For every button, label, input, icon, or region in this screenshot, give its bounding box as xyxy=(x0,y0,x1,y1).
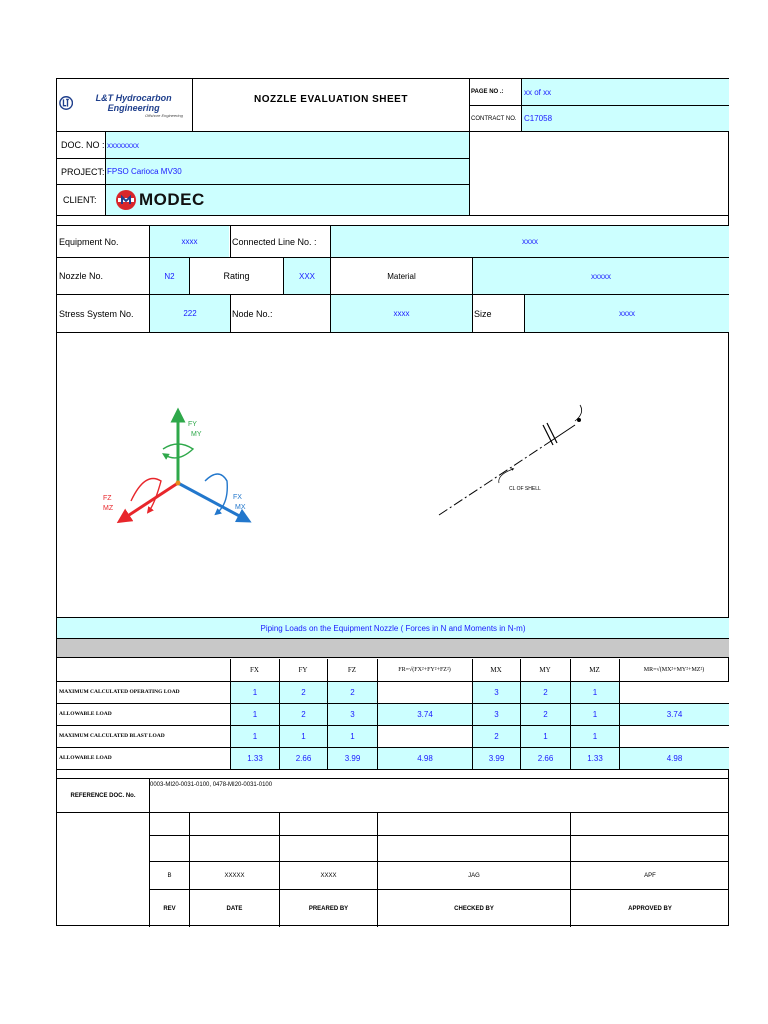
x-axis-arrow xyxy=(178,483,245,519)
loads-column-header: MR=√(MX²+MY²+MZ²) xyxy=(643,667,705,673)
contract-no-value: C17058 xyxy=(521,106,729,131)
loads-cell: 3 xyxy=(473,704,520,725)
loads-cell: 3.74 xyxy=(620,704,729,725)
page-no-value: xx of xx xyxy=(521,79,729,105)
loads-row-label: MAXIMUM CALCULATED BLAST LOAD xyxy=(59,733,165,739)
sheet-title: NOZZLE EVALUATION SHEET xyxy=(254,93,408,105)
loads-row-label: MAXIMUM CALCULATED OPERATING LOAD xyxy=(59,689,180,695)
connected-line-value: xxxx xyxy=(330,226,729,257)
loads-cell: 2 xyxy=(521,704,570,725)
loads-cell: 1.33 xyxy=(231,748,279,769)
loads-title: Piping Loads on the Equipment Nozzle ( Forces in N and Moments in N-m) xyxy=(57,618,729,638)
company-logo xyxy=(59,81,192,129)
prepared-label: PREARED BY xyxy=(308,905,349,912)
nozzle-flange-a xyxy=(543,425,553,445)
loads-cell: 1 xyxy=(328,726,377,747)
loads-table xyxy=(57,659,729,769)
loads-cell: 2 xyxy=(280,704,327,725)
loads-column-header: FY xyxy=(298,666,308,674)
loads-cell: 2 xyxy=(521,682,570,703)
lt-logo-icon xyxy=(59,95,73,111)
equipment-no-label: Equipment No. xyxy=(59,236,119,247)
rating-label: Rating xyxy=(189,258,283,294)
loads-cell: 3 xyxy=(328,704,377,725)
doc-no-label: DOC. NO : xyxy=(61,140,105,150)
shell-centerline xyxy=(439,445,545,515)
loads-cell xyxy=(378,682,472,703)
contract-no-label: CONTRACT NO. xyxy=(471,115,517,122)
reference-value: 0003-MI20-0031-0100, 0478-MI20-0031-0100 xyxy=(150,782,273,788)
shell-label: CL OF SHELL xyxy=(509,486,541,492)
stress-system-value: 222 xyxy=(149,295,230,332)
stress-system-label: Stress System No. xyxy=(59,308,134,319)
doc-no-value: xxxxxxxx xyxy=(105,132,469,158)
nozzle-evaluation-sheet xyxy=(56,78,729,926)
loads-cell: 2 xyxy=(328,682,377,703)
loads-cell xyxy=(378,726,472,747)
project-value: FPSO Carioca MV30 xyxy=(105,159,469,184)
client-label: CLIENT: xyxy=(63,195,97,205)
logo-subtext: Offshore Engineering xyxy=(145,112,183,118)
loads-cell: 1 xyxy=(521,726,570,747)
rating-value: XXX xyxy=(283,258,330,294)
loads-cell: 1 xyxy=(280,726,327,747)
loads-row-label: ALLOWABLE LOAD xyxy=(59,711,112,717)
loads-cell: 4.98 xyxy=(620,748,729,769)
loads-column-header: FX xyxy=(250,666,259,674)
loads-cell: 1 xyxy=(571,682,619,703)
loads-column-header: MY xyxy=(539,666,551,674)
loads-cell: 1 xyxy=(231,682,279,703)
loads-row-label: ALLOWABLE LOAD xyxy=(59,755,112,761)
loads-cell: 1.33 xyxy=(571,748,619,769)
loads-column-header: MZ xyxy=(589,666,600,674)
loads-cell: 3.99 xyxy=(328,748,377,769)
project-label: PROJECT: xyxy=(61,166,105,177)
date-value: XXXXX xyxy=(224,872,245,879)
my-label: MY xyxy=(191,431,202,438)
loads-cell xyxy=(620,682,729,703)
loads-cell: 2.66 xyxy=(280,748,327,769)
rev-label: REV xyxy=(163,905,176,912)
loads-cell: 2 xyxy=(280,682,327,703)
page-no-label: PAGE NO .: xyxy=(471,89,504,95)
modec-logo-icon xyxy=(115,189,137,211)
loads-divider-band xyxy=(57,638,729,658)
loads-cell: 3.99 xyxy=(473,748,520,769)
node-no-value: xxxx xyxy=(330,295,472,332)
size-label: Size xyxy=(472,295,524,332)
prepared-value: XXXX xyxy=(320,872,337,879)
loads-cell: 1 xyxy=(231,704,279,725)
rev-value: B xyxy=(167,872,172,879)
loads-column-header: FR=√(FX²+FY²+FZ²) xyxy=(398,667,451,673)
approved-label: APPROVED BY xyxy=(628,905,672,912)
loads-cell xyxy=(620,726,729,747)
approved-value: APF xyxy=(644,872,656,879)
z-moment-curve xyxy=(131,479,161,512)
checked-label: CHECKED BY xyxy=(454,905,494,912)
loads-cell: 3 xyxy=(473,682,520,703)
node-no-label: Node No.: xyxy=(230,295,330,332)
nozzle-no-label: Nozzle No. xyxy=(59,271,104,281)
loads-column-header: FZ xyxy=(347,666,357,674)
client-logo-text: MODEC xyxy=(139,190,205,209)
nozzle-no-value: N2 xyxy=(149,258,189,294)
loads-column-header: MX xyxy=(490,666,502,674)
fz-label: FZ xyxy=(103,495,112,502)
loads-cell: 1 xyxy=(571,726,619,747)
mz-label: MZ xyxy=(103,505,114,512)
loads-cell: 4.98 xyxy=(378,748,472,769)
mx-label: MX xyxy=(235,504,246,511)
loads-cell: 1 xyxy=(231,726,279,747)
logo-text: L&T Hydrocarbon Engineering xyxy=(95,92,172,113)
checked-value: JAG xyxy=(468,872,480,879)
loads-cell: 3.74 xyxy=(378,704,472,725)
material-label: Material xyxy=(330,258,472,294)
loads-cell: 2.66 xyxy=(521,748,570,769)
connected-line-label: Connected Line No. : xyxy=(230,226,330,257)
size-value: xxxx xyxy=(524,295,729,332)
reference-label: REFERENCE DOC. No. xyxy=(70,792,136,799)
equipment-no-value: xxxx xyxy=(149,226,229,257)
nozzle-axes-diagram xyxy=(57,333,729,617)
loads-cell: 1 xyxy=(571,704,619,725)
client-logo xyxy=(105,185,469,215)
loads-cell: 2 xyxy=(473,726,520,747)
fx-label: FX xyxy=(233,494,242,501)
fy-label: FY xyxy=(188,421,197,428)
material-value: xxxxx xyxy=(472,258,729,294)
date-label: DATE xyxy=(226,905,243,912)
